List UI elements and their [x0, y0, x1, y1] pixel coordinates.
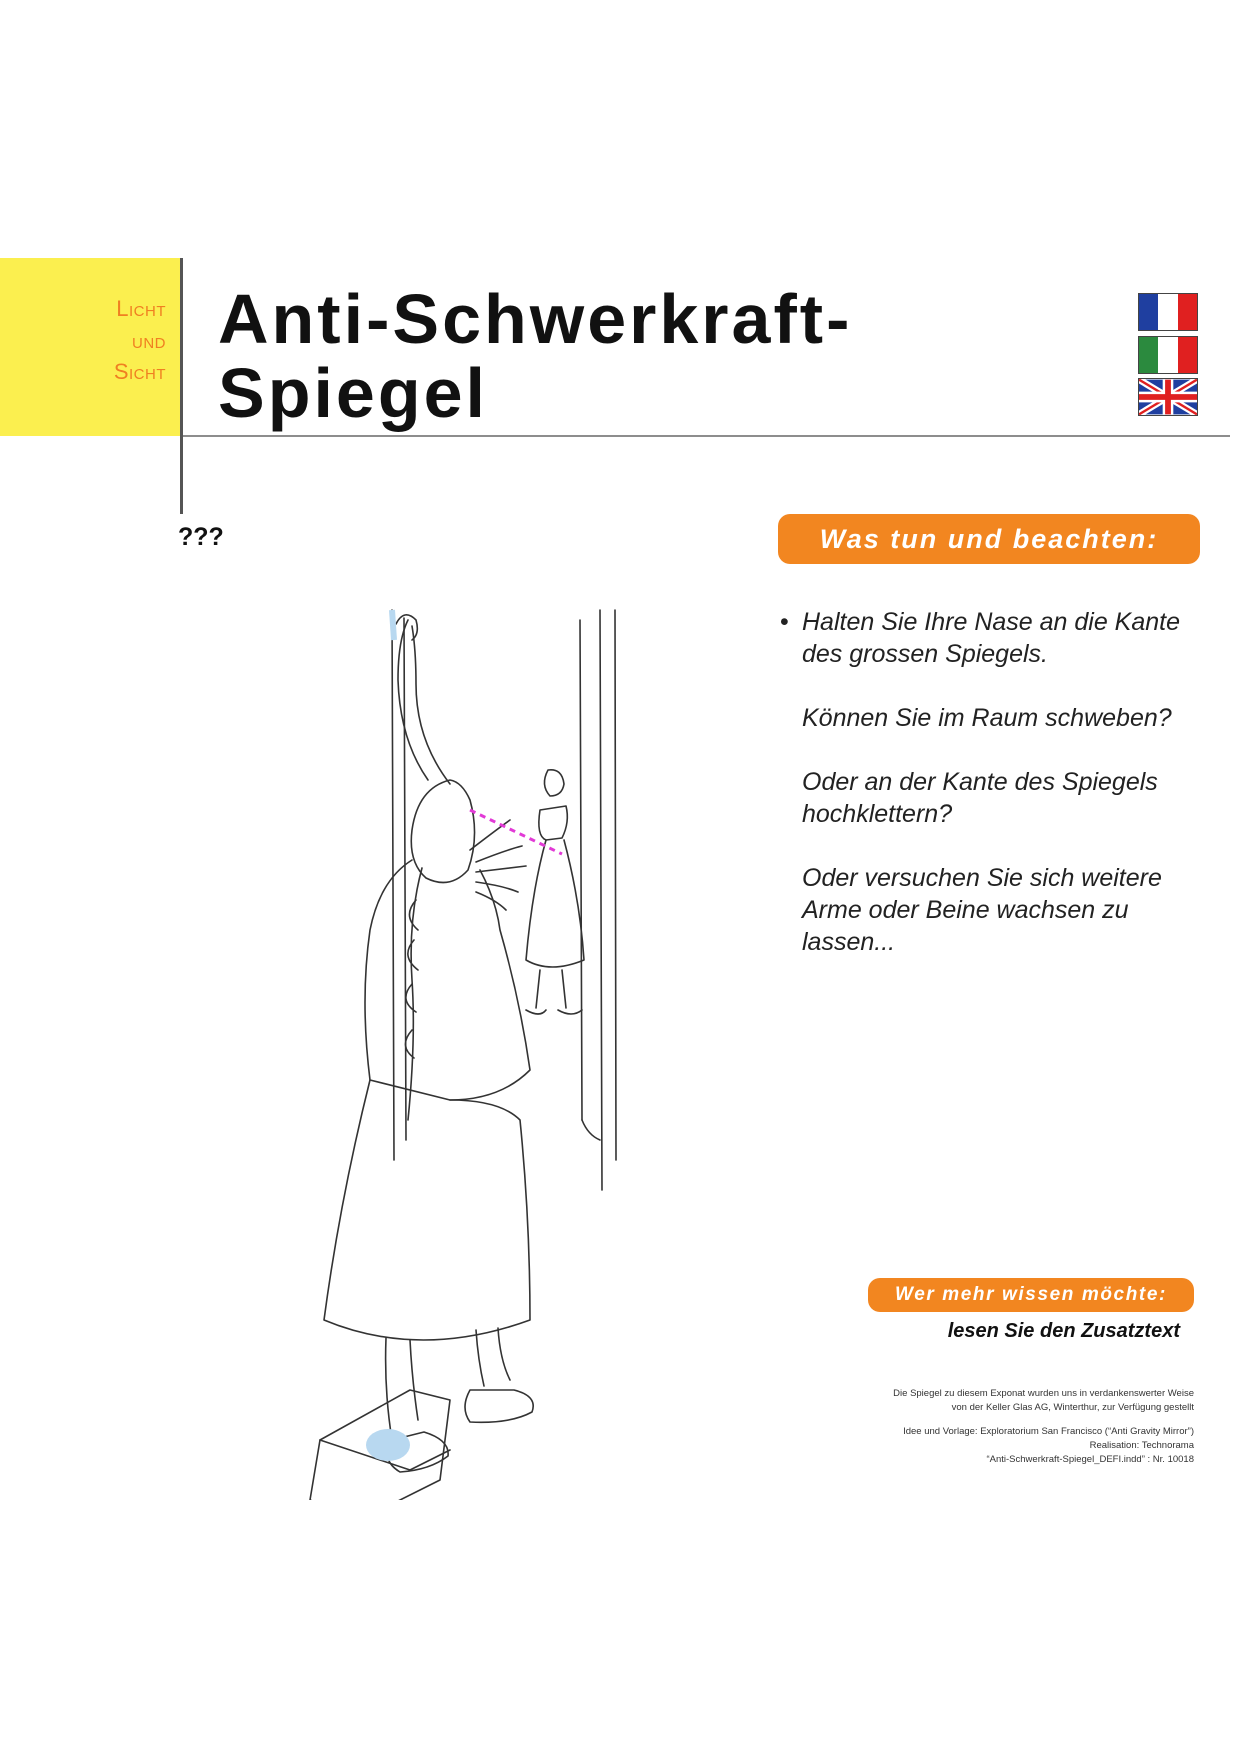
page-title: [218, 282, 1038, 430]
credits-line: “Anti-Schwerkraft-Spiegel_DEFI.indd” : Nr. 10018: [986, 1454, 1194, 1465]
category-line-3: Sicht: [113, 359, 166, 384]
instruction-item: Oder versuchen Sie sich weitere Arme oder Beine wachsen zu lassen...: [802, 864, 1162, 956]
more-info-text: lesen Sie den Zusatztext: [947, 1320, 1180, 1342]
french-flag-icon[interactable]: [1138, 293, 1198, 331]
more-info-heading: Wer mehr wissen möchte:: [868, 1278, 1194, 1312]
title-line-1: Anti-Schwerkraft-: [218, 280, 853, 358]
category-block: [0, 258, 180, 436]
instructions-heading: Was tun und beachten:: [778, 514, 1200, 564]
instruction-item: Oder an der Kante des Spiegels hochklettern?: [802, 768, 1158, 828]
title-line-2: Spiegel: [218, 354, 488, 432]
instructions-list: [778, 606, 1198, 990]
horizontal-divider: [183, 435, 1230, 437]
uk-flag-icon[interactable]: [1138, 378, 1198, 416]
credits-line: Idee und Vorlage: Exploratorium San Francisco (“Anti Gravity Mirror”): [903, 1426, 1194, 1437]
vertical-divider: [180, 258, 183, 514]
girl-at-mirror-illustration: [300, 600, 700, 1500]
category-line-2: und: [132, 328, 166, 353]
italian-flag-icon[interactable]: [1138, 336, 1198, 374]
subheading: ???: [178, 523, 224, 551]
uk-flag-graphic: [1139, 379, 1197, 415]
bullet-icon: •: [780, 608, 789, 636]
credits-line: von der Keller Glas AG, Winterthur, zur Verfügung gestellt: [951, 1402, 1194, 1413]
credits-line: Realisation: Technorama: [1089, 1440, 1194, 1451]
instruction-item: [778, 606, 1198, 670]
instruction-text: Halten Sie Ihre Nase an die Kante des grossen Spiegels.: [802, 608, 1181, 668]
instruction-item: Können Sie im Raum schweben?: [802, 704, 1172, 732]
credits: [760, 1387, 1194, 1467]
credits-line: Die Spiegel zu diesem Exponat wurden uns in verdankenswerter Weise: [893, 1388, 1194, 1399]
category-line-1: Licht: [116, 296, 166, 321]
